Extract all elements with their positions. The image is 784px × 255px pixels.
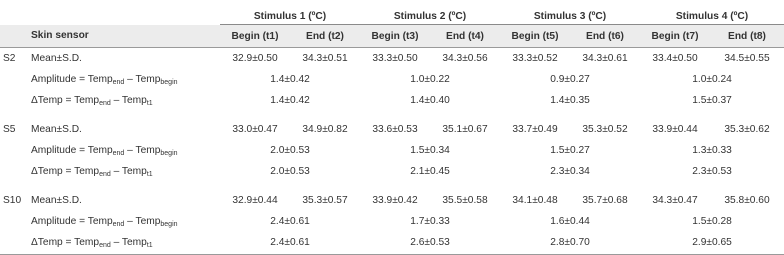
table-cell: 33.9±0.42: [372, 195, 418, 206]
table-cell: 35.8±0.60: [724, 195, 770, 206]
table-cell: 32.9±0.50: [232, 53, 278, 64]
column-header: End (t6): [570, 25, 640, 48]
table-cell: 34.3±0.51: [302, 53, 348, 64]
table-cell: 1.6±0.44: [550, 216, 590, 227]
table-cell: 33.4±0.50: [652, 53, 698, 64]
row-label-mean: Mean±S.D.: [31, 124, 82, 135]
table-cell: 34.1±0.48: [512, 195, 558, 206]
row-label-delta-temp: ΔTemp = Temp$_{end}$ – Temp$_{t1}$: [31, 95, 153, 107]
stimulus-header-row: [0, 0, 784, 25]
table-cell: 2.0±0.53: [270, 145, 310, 156]
sensor-label: S10: [3, 195, 22, 206]
stimulus-header: Stimulus 4 (ºC): [640, 0, 784, 25]
table-cell: 0.9±0.27: [550, 74, 590, 85]
row-label-delta-temp: ΔTemp = Temp$_{end}$ – Temp$_{t1}$: [31, 166, 153, 178]
table-cell: 2.1±0.45: [410, 166, 450, 177]
table-cell: 1.4±0.35: [550, 95, 590, 106]
table-cell: 35.3±0.62: [724, 124, 770, 135]
table-cell: 34.3±0.61: [582, 53, 628, 64]
table-cell: 1.5±0.37: [692, 95, 732, 106]
table-cell: 1.5±0.34: [410, 145, 450, 156]
table-row-amplitude: [0, 140, 784, 161]
table-row-delta-temp: [0, 161, 784, 182]
sensor-label: S5: [3, 124, 16, 135]
table-row-amplitude: [0, 69, 784, 90]
column-header: End (t2): [290, 25, 360, 48]
table-cell: 1.0±0.22: [410, 74, 450, 85]
table-cell: 1.3±0.33: [692, 145, 732, 156]
stimulus-header: Stimulus 3 (ºC): [500, 0, 640, 25]
column-header: End (t4): [430, 25, 500, 48]
table-row-amplitude: [0, 211, 784, 232]
row-label-amplitude: Amplitude = Temp$_{end}$ – Temp$_{begin}$: [31, 216, 178, 228]
table-cell: 2.0±0.53: [270, 166, 310, 177]
table-cell: 2.8±0.70: [550, 237, 590, 248]
row-label-mean: Mean±S.D.: [31, 53, 82, 64]
table-row-mean: [0, 190, 784, 211]
table-cell: 33.0±0.47: [232, 124, 278, 135]
table-row-delta-temp: [0, 90, 784, 111]
table-cell: 1.7±0.33: [410, 216, 450, 227]
row-label-mean: Mean±S.D.: [31, 195, 82, 206]
table-cell: 34.5±0.55: [724, 53, 770, 64]
table-cell: 35.5±0.58: [442, 195, 488, 206]
table-row-mean: [0, 119, 784, 140]
table-cell: 33.9±0.44: [652, 124, 698, 135]
table-cell: 1.4±0.42: [270, 95, 310, 106]
column-header: Begin (t5): [500, 25, 570, 48]
table-cell: 32.9±0.44: [232, 195, 278, 206]
table-cell: 1.5±0.28: [692, 216, 732, 227]
table-row-delta-temp: [0, 232, 784, 253]
table-cell: 1.5±0.27: [550, 145, 590, 156]
table-cell: 33.3±0.52: [512, 53, 558, 64]
table-cell: 2.4±0.61: [270, 216, 310, 227]
column-header-row: [0, 25, 784, 48]
table-cell: 1.4±0.40: [410, 95, 450, 106]
table-cell: 2.6±0.53: [410, 237, 450, 248]
stimulus-header: Stimulus 1 (ºC): [220, 0, 360, 25]
table-cell: 33.7±0.49: [512, 124, 558, 135]
table-cell: 2.3±0.53: [692, 166, 732, 177]
row-label-amplitude: Amplitude = Temp$_{end}$ – Temp$_{begin}$: [31, 145, 178, 157]
row-label-amplitude: Amplitude = Temp$_{end}$ – Temp$_{begin}$: [31, 74, 178, 86]
skin-sensor-header: Skin sensor: [28, 25, 220, 48]
table-cell: 2.9±0.65: [692, 237, 732, 248]
table-cell: 35.3±0.57: [302, 195, 348, 206]
table-cell: 1.0±0.24: [692, 74, 732, 85]
table-cell: 34.9±0.82: [302, 124, 348, 135]
table-cell: 34.3±0.47: [652, 195, 698, 206]
table-cell: 2.3±0.34: [550, 166, 590, 177]
table-cell: 35.3±0.52: [582, 124, 628, 135]
table-cell: 35.1±0.67: [442, 124, 488, 135]
column-header: End (t8): [710, 25, 784, 48]
column-header: Begin (t3): [360, 25, 430, 48]
table-cell: 35.7±0.68: [582, 195, 628, 206]
row-label-delta-temp: ΔTemp = Temp$_{end}$ – Temp$_{t1}$: [31, 237, 153, 249]
table-cell: 1.4±0.42: [270, 74, 310, 85]
table-cell: 33.3±0.50: [372, 53, 418, 64]
table-row-mean: [0, 48, 784, 70]
stimulus-header: Stimulus 2 (ºC): [360, 0, 500, 25]
table-cell: 33.6±0.53: [372, 124, 418, 135]
column-header: Begin (t1): [220, 25, 290, 48]
table-cell: 2.4±0.61: [270, 237, 310, 248]
sensor-label: S2: [3, 53, 16, 64]
table-cell: 34.3±0.56: [442, 53, 488, 64]
column-header: Begin (t7): [640, 25, 710, 48]
